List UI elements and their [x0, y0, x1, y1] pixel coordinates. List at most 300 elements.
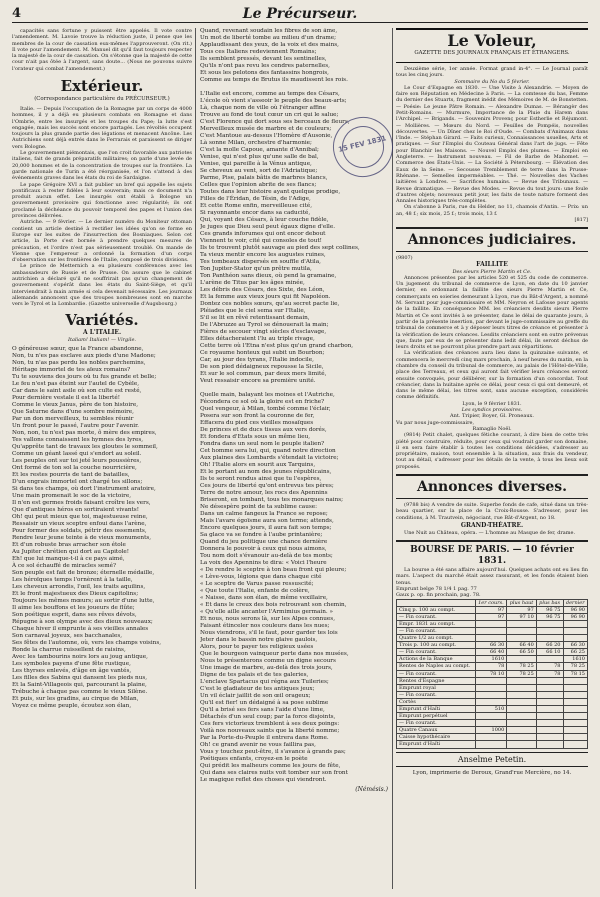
news-paragraph: Italie. — Depuis l'occupation de la Romagne par un corps de 4000 hommes, il y a déjà eu plusieurs combats en Romagne et dans l'Ombrie, entre les insurgés et les troupes du Pape; la lutte s'est engagée, mais les succès sont encore partagés. Les révoltés occupent toujours la plus grande partie des légations et menacent Ancône. Les Autrichiens sont déjà entrés dans le Ferrarais et paraissent se diriger vers Bologne.	[12, 105, 192, 150]
verse-line: Toutes dans leur histoire ayant quelque prodige,	[200, 189, 341, 195]
bourse-cell: 96 75	[536, 606, 563, 613]
poem-signature: (Némésis.)	[355, 786, 388, 793]
verse-line: Filles de l'Éridan, de Tésin, de l'Adige,	[200, 196, 311, 202]
parliament-text: capacités sans fortune y puissent être appelés. Il vote contre l'amendement. M. Lavoie trouve la réduction juste, il pense que les membres de la cour de cassation eux-mêmes l'approuveront. (On rit.) Il vote pour l'amendement. M. Manuel dit qu'il faut toujours respecter la majesté de la cour de cassation. On s'étonne que la majesté de cette cour n'ait pas ôtée à l'argent, sans doute... (Nous ne pouvons suivre l'orateur qui combat l'amendement.)	[12, 28, 192, 72]
bourse-cell	[536, 677, 563, 684]
judiciaires-judge-name: Ramaglio Noël.	[472, 425, 512, 432]
bourse-cell	[475, 741, 507, 748]
verse-line: Et cette Rome enfin, merveilleuse cité,	[200, 203, 313, 209]
verse-line: Briseront, en tombant, tous tes monarques nains;	[200, 497, 344, 503]
verse-line: Un vil éclair jaillit de son œil orageux;	[200, 693, 311, 699]
verse-line: L'arène de Titus par les âges minée,	[200, 280, 305, 286]
table-row	[397, 741, 588, 748]
bourse-cell	[563, 698, 588, 705]
verse-line: Et la femme aux vieux jours qui fit Napoléon.	[200, 294, 331, 300]
bourse-cell	[536, 620, 563, 627]
bourse-cell: Rentes d'Espagne	[397, 677, 476, 684]
verse-line: Oh! qui peut mieux que toi, majestueuse reine,	[12, 514, 148, 521]
judiciaires-names: Ant. Tripier, Boyer, Gl. Proneaux.	[450, 413, 534, 420]
verse-line: Posera sur son front la couronne de fer,	[200, 413, 315, 419]
bourse-cell	[536, 635, 563, 642]
verse-line: Quel vengeur, à Milan, tombé comme l'éclair,	[200, 406, 331, 412]
verse-line: Toujours les mêmes mœurs; au sortir d'une lutte,	[12, 598, 155, 605]
bourse-cell	[475, 734, 507, 741]
verse-line: Pour dernière vestale il est la liberté!	[12, 395, 120, 402]
verse-line: Avec les tambourins noirs lors au joug antique,	[12, 654, 148, 661]
verse-line: Parme, Pise, palais bâtis de marbres blancs,	[200, 175, 328, 181]
bourse-cell: Quatre Canaux	[397, 727, 476, 734]
verse-line: Il aime les bouffons et les joueurs de flûte;	[12, 605, 135, 612]
verse-line: De l'Abruzze au Tyrol se dénouerait la main;	[200, 322, 329, 328]
table-row	[397, 620, 588, 627]
bourse-title: BOURSE DE PARIS. — 10 février 1831.	[410, 545, 574, 567]
bourse-cell	[536, 684, 563, 691]
verse-line: « Qu'elle aille ancanter l'Armimius germain. »	[200, 609, 333, 615]
verse-line: Cet homme sera lui, qui, quand notre direction	[200, 448, 336, 454]
verse-line: Si dans tes champs, où dort l'instrument aratoire,	[12, 486, 156, 493]
column-divider	[392, 28, 393, 889]
verse-line: Les cheveux arrondis, l'œil, les traits aquilins,	[12, 584, 146, 591]
bourse-cell	[563, 734, 588, 741]
verse-line: Oh! l'Italie alors en sourit aux Tarquins,	[200, 462, 316, 468]
verse-line: Le feu n'est pas éteint sur l'autel de Cybèle,	[12, 381, 140, 388]
verse-line: Ils te trouvent plutôt sauvage au pied des sept collines,	[200, 245, 360, 251]
verse-line: Donnera le pouvoir à ceux qui nous aimons,	[200, 546, 327, 552]
verse-line: L'école où vient s'asseoir le peuple des beaux-arts;	[200, 98, 347, 104]
voleur-title: Le Voleur,	[447, 31, 537, 50]
verse-line: C'est Mantoue au-dessus l'Homère d'Ausonie,	[200, 133, 333, 139]
verse-line: Venise, qui n'est plus qu'une salle de bal,	[200, 154, 319, 160]
verse-line: Se cheveux au vent, sort de l'Adriatique;	[200, 168, 318, 174]
verse-line: Mais l'avare égoïsme aura son terme; attends,	[200, 518, 334, 524]
bourse-cell: 510	[475, 706, 507, 713]
poem-title: A L'ITALIE.	[82, 329, 122, 337]
bourse-cell	[563, 741, 588, 748]
verse-line: Effacera du pied ces vieilles mosaïques	[200, 420, 314, 426]
verse-line: Par un don merveilleux, tu sembles réunir	[12, 416, 134, 423]
bourse-cell	[475, 720, 507, 727]
bourse-cell	[536, 656, 563, 663]
news-paragraph: Le gouvernement piémontais, que l'on croit favorable aux patriotes italiens, fait de grands préparatifs militaires; on parle d'une levée de 20,000 hommes et de la concentration de troupes sur la frontière. La garde nationale de Turin a été réorganisée, et l'on s'attend à des événements graves dans les états du roi de Sardaigne.	[12, 150, 192, 182]
verse-line: Que le bourgeon vainqueur perte dans nos musées,	[200, 651, 349, 657]
bourse-cell	[563, 720, 588, 727]
bourse-cell	[475, 684, 507, 691]
verse-line: Qui prédit les malheurs comme les jours de fête,	[200, 763, 341, 769]
verse-line: Et la Saint-Villageois qui, parcourant la plaine,	[12, 682, 147, 689]
table-row	[397, 663, 588, 670]
verse-line: Une image de marbre, au-delà des trois jours,	[200, 665, 333, 671]
masthead-title: Le Précurseur.	[242, 6, 358, 22]
bourse-cell: Rentes de Naples au compt.	[397, 663, 476, 670]
verse-line: Quelle main, balayant les moines et l'Autriche,	[200, 392, 335, 398]
table-row	[397, 635, 588, 642]
verse-line: Non, non, tu n'est pas morte, ô mère des empires,	[12, 430, 157, 437]
bourse-cell: Quatre 1/2 au compt.	[397, 635, 476, 642]
verse-line: Alors, pour te payer tes religieux usées	[200, 644, 314, 650]
news-paragraph: Le prince de Metternich a eu plusieurs conférences avec les ambassadeurs de Russie et de Prusse. On assure que le cabinet autrichien a déclaré qu'il ne souffrirait pas qu'un changement de gouvernement s'opérât dans les états du Saint-Siège, et qu'il interviendrait à main armée si cela devenait nécessaire. Les journaux allemands annoncent que des troupes nombreuses sont en marche vers le Tyrol et la Lombardie. (Gazette universelle d'Augsbourg.)	[12, 263, 192, 308]
bourse-cell: 78 25	[507, 670, 537, 677]
bourse-cell	[563, 684, 588, 691]
verse-line: « Le sceptre de Varus passe ressuscité;	[200, 581, 314, 587]
bourse-cell: Trois p. 100 au compt.	[397, 642, 476, 649]
voleur-subscription: On s'abonne à Paris, rue du Helder, no 11, chamois d'Antin. — Prix: un an, 48 f.; six mois, 25 f.; trois mois, 13 f.	[396, 204, 588, 217]
voleur-summary: Le Cour d'Espagne en 1830. — Une Visite à Alexandrie. — Moyen de faire son Réputation en Médecine à Paris. — La comtesse du bas, Femme du dernier des Stuarts, fragment inédit des Mémoires de M. de Bonstetten. — Poésie: Le jeune Pâtre Romain. — Alexandre Dumas. — Bérangèr des Petit-Romains. — Murmure, Importance de la Pluie du Harem dans l'Archipel. — Brigands. — Souvenirs Provenç pour Estherlie et Réjumont. — Mollières. — Mœurs du Nord. — Feuilles de Pompéis, nouvelles découvertes. — Un Dîner chez le Roi d'Oude. — Combats d'Animaux dans l'Inde. — Stéphan Girard. — Faits curieux, Connaissances usuelles, Arts et pratiques. — Sur l'Emploi du Couteau Général dans l'art de jugs. — Fête pour Blanchir les Maisons. — Nouvel Emploi des plumes. — Emploi en Angleterre. — Instrument nouveau. — Fil de Barbe de Mahomet. — Commerce des États-Unis. — La Société à Pétersbourg. — Élévation des Eaux de la Seine. — Secousse Tremblement de terre dans la Prusse-Rhénane. — Semelles imperméables. — Thé. — Nouvelles des Vaches laitières à Londres. — Sacrifices humains. — Revue des Tribunaux. — Revue dramatique. — Revue des Modes. — Revue du tout jours: une foule d'autres objets; nouveaux petit jour, les faits de toute nature forment des Annales historiques très-complètes.	[396, 84, 588, 205]
voleur-header	[396, 28, 588, 63]
table-row	[397, 677, 588, 684]
bourse-cell: 78 15	[563, 670, 588, 677]
verse-line: S'il se lit en rêvé retentissant demain,	[200, 315, 310, 321]
bourse-cell	[536, 734, 563, 741]
verse-line: Ne désespère point de ta sublime cause:	[200, 504, 318, 510]
verse-line	[200, 385, 388, 392]
table-row	[397, 727, 588, 734]
verse-line: Les héroïques temps l'ornèrent à la taille,	[12, 577, 133, 584]
bourse-cell: 96 90	[563, 613, 588, 620]
verse-line: Nous te présenterons comme un digne secours	[200, 658, 336, 664]
verse-line: O généreuse sœur, que la France abandonne,	[12, 346, 144, 353]
verse-line: Je juges que Dieu seul peut égaux digne d'elle.	[200, 224, 336, 230]
bourse-cell	[507, 677, 537, 684]
bourse-header-cell: plus bas	[536, 599, 563, 606]
running-header	[12, 6, 588, 23]
judiciaires-text: Annonces présentes par les articles 520 et 525 du code de commerce. Un jugement du tribunal de commerce de Lyon, en date du 10 janvier dernier, en ordonnant la faillite des sieurs Pierre Martin et Ce, commerçants en soieries demeurant à Lyon, rue du Bât-d'Argent, a nommé M. Servant pour juge-commissaire et MM. Neyron et Lafosse pour agents de la faillite. En conséquence MM. les créanciers desdits sieurs Pierre Martin et Ce sont invités à se présenter, dans le délai de quarante jours, à partir de la présente insertion, par devant le juge-commissaire au greffe du tribunal de commerce et à y déposer leurs titres de créance et présenter à la vérification de leurs créances. Lesdits créanciers sont en outre prévenus que, faute par eux de se présenter dans ledit délai, ils seront déchus de leurs droits et ne pourront plus prendre part aux répartitions.	[396, 274, 588, 351]
bourse-cell: 66 40	[507, 642, 537, 649]
bourse-cell	[475, 627, 507, 634]
verse-line: Ce royaume honteux qui subit un Bourbon;	[200, 350, 325, 356]
verse-line: Et puis, sur les gradins, au cirque de Milan,	[12, 696, 139, 703]
bourse-cell	[563, 691, 588, 698]
bourse-lines	[396, 586, 588, 599]
verse-line: À ce sol échauffé de miracles semé?	[12, 563, 117, 570]
foreign-news	[12, 106, 192, 308]
verse-line: Quand du jeu politique une chance dernière	[200, 539, 328, 545]
verse-line: Comme au temps de Brutus ils maudissent les rois.	[200, 77, 348, 83]
bourse-cell: Emprunt d'Haïti	[397, 741, 476, 748]
verse-line: Sa glace va se fondre à l'aube printanière;	[200, 532, 323, 538]
verse-line: Tous ces Italiens redeviennent Romains;	[200, 49, 317, 55]
verse-line: Trouve au fond de tout cœur un cri qui le salue;	[200, 112, 339, 118]
bourse-cell: 1000	[475, 727, 507, 734]
verse-line: Qui dans ses claires nuits voit tomber sur son front	[200, 770, 348, 776]
stamp-text: 15 FEV 1831	[337, 134, 388, 154]
bourse-cell	[507, 684, 537, 691]
verse-line: Ton Panthéon sans dieux, où pend la gramaine,	[200, 273, 337, 279]
verse-line: Et fondera d'Etats sous un même lieu,	[200, 434, 311, 440]
bourse-cell	[536, 698, 563, 705]
bourse-cell: Emprunt royal	[397, 684, 476, 691]
bourse-table	[396, 599, 588, 749]
table-row	[397, 713, 588, 720]
bourse-cell	[507, 656, 537, 663]
column-1	[12, 28, 192, 889]
verse-line: Qu'apprête tant de travaux les gloutes le sommeil,	[12, 444, 158, 451]
verse-line: Ses fêtes de l'automne, où, vers les champs voisins,	[12, 640, 162, 647]
verse-line: Elles détacheraient l'lu au triple rivage,	[200, 336, 315, 342]
bourse-cell	[507, 620, 537, 627]
verse-line: C'est la molle Capoue, amante d'Annibal;	[200, 147, 319, 153]
bourse-cell: 96 75	[536, 613, 563, 620]
bourse-cell: 97 10	[507, 613, 537, 620]
verse-line: Son carnaval joyeux, ses bacchanales,	[12, 633, 123, 640]
verse-line: Celles que l'opinion abrite de ses flancs;	[200, 182, 317, 188]
bourse-cell	[563, 713, 588, 720]
bourse-cell	[536, 627, 563, 634]
table-row	[397, 627, 588, 634]
verse-line: Trébuche à chaque pas comme le vieux Silène.	[12, 689, 148, 696]
bourse-cell	[536, 720, 563, 727]
bourse-cell	[536, 741, 563, 748]
bourse-cell	[507, 741, 537, 748]
judiciaires-ref: (9807)	[396, 255, 413, 262]
verse-line: « Que toute l'Italie, enfante de colère,	[200, 588, 310, 594]
verse-line: Là sonne Milan, orchestre d'harmonie;	[200, 140, 312, 146]
theatre-program: Une Nuit au Château, opéra. — L'homme au Masque de fer, drame.	[404, 529, 576, 536]
verse-line: Là, chaque nom de ville où l'étranger affine	[200, 105, 326, 111]
verse-line: Ta vieux mentir encore les augustes ruines,	[200, 252, 326, 258]
bourse-cell	[475, 698, 507, 705]
section-title-exterieur: Extérieur.	[60, 77, 144, 96]
bourse-header-cell	[397, 599, 476, 606]
bourse-cell: 1610	[563, 656, 588, 663]
verse-line: Oh! ce grand avenir ne vous faillira pas,	[200, 742, 316, 748]
annonces-diverses-title: Annonces diverses.	[417, 479, 567, 496]
verse-line: Applaudissant des yeux, de la voix et des mains,	[200, 42, 339, 48]
bourse-cell: 97	[475, 613, 507, 620]
verse-line: Et d'un robuste bras arracher son étole	[12, 542, 126, 549]
verse-line: Si rayonnante encor dans sa caducité,	[200, 210, 311, 216]
verse-line: Comme un géant lassé qui s'endort au soleil.	[12, 451, 142, 458]
verse-line: Ces jours de liberté qu'ont entrevus tes pères;	[200, 483, 334, 489]
bourse-cell	[507, 720, 537, 727]
table-row	[397, 691, 588, 698]
verse-line: Féconderа ce sol où la gloire est en friche?	[200, 399, 325, 405]
bourse-cell	[536, 713, 563, 720]
news-paragraph: Le pape Grégoire XVI a fait publier un bref qui appelle les sujets pontificaux à rester fidèles à leur souverain; mais ce document n'a produit aucun effet. Les insurgés ont établi à Bologne un gouvernement provisoire qui fonctionne avec régularité; ils ont proclamé la déchéance du pouvoir temporel des papes et l'union des provinces délivrées.	[12, 181, 192, 220]
judiciaires-text-2: La vérification des créances aura lieu dans la quinzaine suivante, et commencera le mercredi cinq mars prochain, à neuf heures du matin, en la chambre du conseil du tribunal de commerce, au palais de l'Hôtel-de-Ville, place des Terreaux, et ceux qui auront fait vérifier leurs créances seront ensuite convoqués, pour délibérer, sur la formation d'un concordat. Tout créancier, dans la huitaine après ce délai, pour ceux ci qui ont demeuré, et dans le même délai, les titres sont, sans aucune exception, considérés comme définitifs.	[396, 350, 588, 401]
bourse-cell: 66 10	[536, 649, 563, 656]
column-3	[396, 28, 588, 889]
verse-line: Faisant étinceler nos couleurs dans les nues;	[200, 623, 330, 629]
verse-line: Tes vallons connaissent les hymnes des lyres,	[12, 437, 144, 444]
bourse-cell: Empr. 1831 au compt.	[397, 620, 476, 627]
verse-line: Les peuples ont sur toi jeté leurs poussières,	[12, 458, 142, 465]
verse-line: Tu te souviens des jours où tu fus grande et belle;	[12, 374, 157, 381]
bourse-cell	[563, 677, 588, 684]
verse-line: Vous y touchez peut-être, il s'avance à grands pas;	[200, 749, 346, 755]
judiciaires-judge: Vu par nous juge-commissaire,	[396, 419, 475, 426]
bourse-cell: 66 30	[475, 642, 507, 649]
table-row	[397, 698, 588, 705]
diverses-text: (9788 bis) A vendre de suite. Superbe fonds de cafe, situé dans un très-beau quartier, sur la place de la Croix-Rousse. S'adresser, pour les conditions, à M. Trautvein, négociant, rue Bât-d'Argent, no 18.	[396, 502, 588, 521]
bourse-header-cell: 1er cours.	[475, 599, 507, 606]
faillite-subtitle: Des sieurs Pierre Martin et Ce.	[452, 268, 532, 275]
bourse-cell	[563, 727, 588, 734]
judiciaires-text-3: (9814) Petit chalet, quelques fétiche courant, à dire bien de cette très piété pour construire, réduite, pour ceux qui voudrait garder son domaine, il en sera faire établir à toutes les conditions décidées, s'adresser au propriétaire, maison, tout ensemble à la situation, aux frais du vendeur, tout au détail, s'adresser pour les détails de la vente, à tous les lieux soit proposés.	[396, 432, 588, 470]
verse-line: Voyez ce même peuple, écoutez son élan,	[12, 703, 132, 710]
bourse-cell	[507, 635, 537, 642]
annonces-judiciaires-title: Annonces judiciaires.	[407, 232, 577, 249]
bourse-cell	[536, 727, 563, 734]
bourse-cell: 78 10	[475, 670, 507, 677]
voleur-ref: [817]	[574, 217, 588, 224]
verse-line: Encore quelques jours, il aura fait son temps;	[200, 525, 332, 531]
verse-line: L'enclave Spartacus qui régna aux Tuileries;	[200, 679, 329, 685]
verse-line: Terre de notre amour, les rocs des Apennins	[200, 490, 328, 496]
verse-line: Ronde la charrue ruissellent de raisins,	[12, 647, 126, 654]
verse-line: Ils semblent pressés, devant les sentinelles,	[200, 56, 327, 62]
verse-line: Cette terre où l'Etna n'est plus qu'un grand charbon,	[200, 343, 354, 349]
verse-line: « Et dans le creux des bois retrouvant son chemin,	[200, 602, 347, 608]
verse-line: C'est Florence qui dort sous ses berceaux de fleurs,	[200, 119, 350, 125]
verse-line: Les filles des Sabins qui dansent les pieds nus,	[12, 675, 148, 682]
bourse-cell: 78	[475, 663, 507, 670]
verse-line: Nous viendrons, s'il le faut, pour garder tes lois	[200, 630, 338, 636]
verse-line: Que d'antiques héros en sortiraient vivants!	[12, 507, 139, 514]
bourse-cell: 97	[475, 606, 507, 613]
faillite-title: FAILLITE	[476, 260, 508, 268]
table-row	[397, 720, 588, 727]
section-subtitle: (Correspondance particulière du PRÉCURSEUR.)	[34, 96, 170, 103]
bourse-cell: 66 50	[507, 649, 537, 656]
verse-line: Qu'il est fier! un dédaigné à sa pose sublime	[200, 700, 329, 706]
voleur-line: Deuxième série, 1er année. Format grand in-4°. — Le Journal paraît tous les cinq jours.	[396, 65, 588, 79]
table-row	[397, 613, 588, 620]
verse-line: Un front pour le passé, l'autre pour l'avenir.	[12, 423, 139, 430]
bourse-cell: — Fin courant.	[397, 613, 476, 620]
bourse-cell	[507, 698, 537, 705]
bourse-cell	[507, 706, 537, 713]
bourse-cell: 78 25	[507, 663, 537, 670]
verse-line: Au Jupiter chrétien qui dort au Capitole!	[12, 549, 130, 556]
verse-line: Voilà nos nouveaux saints que la liberté nomme;	[200, 728, 340, 734]
verse-line: Un mot de liberté tombe au milieu d'un drame;	[200, 35, 337, 41]
bourse-cell	[475, 635, 507, 642]
verse-line: Dans un calme fangeux la France se repose;	[200, 511, 328, 517]
verse-line: Ton Jupiter-Stator qu'un prêtre mutila,	[200, 266, 312, 272]
poem-epigraph: Italiam! Italiam! — Virgile.	[67, 337, 137, 344]
verse-line: Pour former des soldats, pétrir des ossements,	[12, 528, 147, 535]
verse-line: Qu'il a brisé ses fers sans l'aide d'une lime,	[200, 707, 325, 713]
verse-line: Le magique reflet des choses qui viendront.	[200, 777, 327, 783]
bourse-cell	[563, 706, 588, 713]
verse-line: L'Italie est encore, comme au temps des Césars,	[200, 91, 340, 97]
bourse-cell: 78	[536, 663, 563, 670]
verse-line: Une main promenait le soc de la victoire,	[12, 493, 132, 500]
verse-line: « Lève-vous, légions que dans chaque cité	[200, 574, 322, 580]
table-row	[397, 684, 588, 691]
bourse-cell	[475, 677, 507, 684]
bourse-cell: — Fin courant.	[397, 670, 476, 677]
table-row	[397, 656, 588, 663]
verse-line: Aux plaines des Lombards s'étendait la victoire;	[200, 455, 339, 461]
verse-line: Fières de secouer vingt siècles d'esclavage,	[200, 329, 327, 335]
verse-line: Pléiades que le ciel sema sur l'Italie,	[200, 308, 306, 314]
verse-line: D'un engrais immortel ont chargé tes sillons;	[12, 479, 143, 486]
verse-line: Digne de tes palais et de tes galeries,	[200, 672, 309, 678]
verse-line: Rendre leur jeune teinte à de vieux monuments,	[12, 535, 152, 542]
verse-line: Son poétique esprit, dans ses rêves dévots,	[12, 612, 137, 619]
verse-line: Fondra dans un seul nom le peuple italien?	[200, 441, 325, 447]
column-divider	[195, 28, 196, 889]
bourse-cell: 66 25	[563, 649, 588, 656]
verse-line: Non, tu n'as pas perdu les nobles parchemins,	[12, 360, 146, 367]
poem-verses	[12, 346, 192, 710]
news-paragraph: Autriche. — 9 février. — Le dernier numéro du Moniteur ottoman contient un article destiné à rectifier les idées qu'on se forme en Europe sur les suites de l'insurrection des Bosniaques. Selon cet article, la Porte s'est bornée à prendre quelques mesures de précaution, et l'ordre n'est pas sérieusement troublé. On mande de Vienne que l'empereur a ordonné la formation d'un corps d'observation sur les frontières de l'Italie, composé de trois divisions.	[12, 219, 192, 264]
bourse-cell: Cortès	[397, 698, 476, 705]
bourse-cell: 78	[536, 670, 563, 677]
bourse-cell: — Fin courant.	[397, 720, 476, 727]
bourse-cell	[507, 627, 537, 634]
judiciaires-syndics: Les syndics provisoires.	[461, 407, 523, 414]
bourse-cell	[563, 620, 588, 627]
bourse-cell: 96 90	[563, 606, 588, 613]
verse-line: Car, au jour des tyrans, l'Italie indocile,	[200, 357, 314, 363]
verse-line: Non, tu n'es pas esclave aux pieds d'une Madone;	[12, 353, 156, 360]
bourse-cell	[475, 713, 507, 720]
verse-line: Et sur le sol commun, par deux mers limité,	[200, 371, 327, 377]
bourse-cell	[507, 691, 537, 698]
verse-line: Chaque hiver il emprunte à ses vieilles annales	[12, 626, 149, 633]
verse-line: Ces grands inforumes qui ont encor debout	[200, 231, 326, 237]
verse-line: Tou nom doit s'évanouir au-delà de tes monts;	[200, 553, 333, 559]
bourse-cell: 1610	[475, 656, 507, 663]
verse-line: Par la Porte-du-Peuple il entrera dans Rome.	[200, 735, 329, 741]
bourse-cell	[563, 627, 588, 634]
section-title-varietes: Variétés.	[65, 311, 139, 330]
verse-line: Répugne à son olympe avec des dieux nouveaux;	[12, 619, 153, 626]
verse-line: Dontez ces nobles sœurs, qu'au secret pacte lie,	[200, 301, 340, 307]
bourse-cell: Caisse hypothécaire	[397, 734, 476, 741]
bourse-cell	[507, 727, 537, 734]
bourse-cell: 66 30	[563, 642, 588, 649]
bourse-cell: 66 20	[536, 642, 563, 649]
bourse-cell: 66 40	[475, 649, 507, 656]
bourse-cell: 97	[507, 606, 537, 613]
bourse-cell: — Fin courant.	[397, 627, 476, 634]
verse-line: Qui, voyant des Césars, à leur couche fidèle,	[200, 217, 329, 223]
bourse-cell: 78 25	[563, 663, 588, 670]
bourse-cell	[475, 691, 507, 698]
verse-line: Jeter dans le bassin notre glaive gaulois,	[200, 637, 318, 643]
verse-line: Ces fers victorieux tremblent à ses deux poings:	[200, 721, 340, 727]
bourse-cell: Actions de la Banque	[397, 656, 476, 663]
verse-line: Et nous, nous serons là, sur les Alpes connues,	[200, 616, 336, 622]
verse-line: Venise, qui pareille à la Vénus antique,	[200, 161, 312, 167]
verse-line: Car dans le saint asile où son culte est resté,	[12, 388, 142, 395]
verse-line: Viennent te voir, cité qui consoles de tout!	[200, 238, 322, 244]
verse-line: « De rendre le sceptre à ton beau front qui pleure;	[200, 567, 347, 573]
verse-line: Tes tombeaux dispersés en souffle d'Atila,	[200, 259, 321, 265]
verse-line: La voix des Apennins te dira: « Voici l'heure	[200, 560, 327, 566]
verse-line: Que Saturne dans d'une sombre mémoire,	[12, 409, 134, 416]
bourse-cell: Emprunt perpétuel	[397, 713, 476, 720]
table-row	[397, 670, 588, 677]
printer-footer: Lyon, imprimerie de Deroux, Grand'rue Mercière, no 14.	[412, 770, 572, 777]
verse-line: Eh! que lui manque-t-il à ce pays aimé,	[12, 556, 125, 563]
grand-theatre-title: GRAND-THÉATRE.	[460, 521, 524, 529]
bourse-header-cell: dernier	[563, 599, 588, 606]
table-row	[397, 606, 588, 613]
bourse-cell: — Fin courant.	[397, 649, 476, 656]
bourse-cell	[507, 734, 537, 741]
page-number: 4	[12, 6, 22, 21]
verse-line: Ils te seront rendus ainsi que tu l'espères,	[200, 476, 322, 482]
bourse-cell	[536, 691, 563, 698]
table-row	[397, 734, 588, 741]
table-row	[397, 649, 588, 656]
bourse-cell: Cinq p. 100 au compt.	[397, 606, 476, 613]
bourse-intro: La bourse a été sans affaire aujourd'hui. Quelques achats ont eu lieu fin mars. L'aspect du marché était assez rassurant, et les fonds étaient bien tenus.	[396, 567, 588, 586]
